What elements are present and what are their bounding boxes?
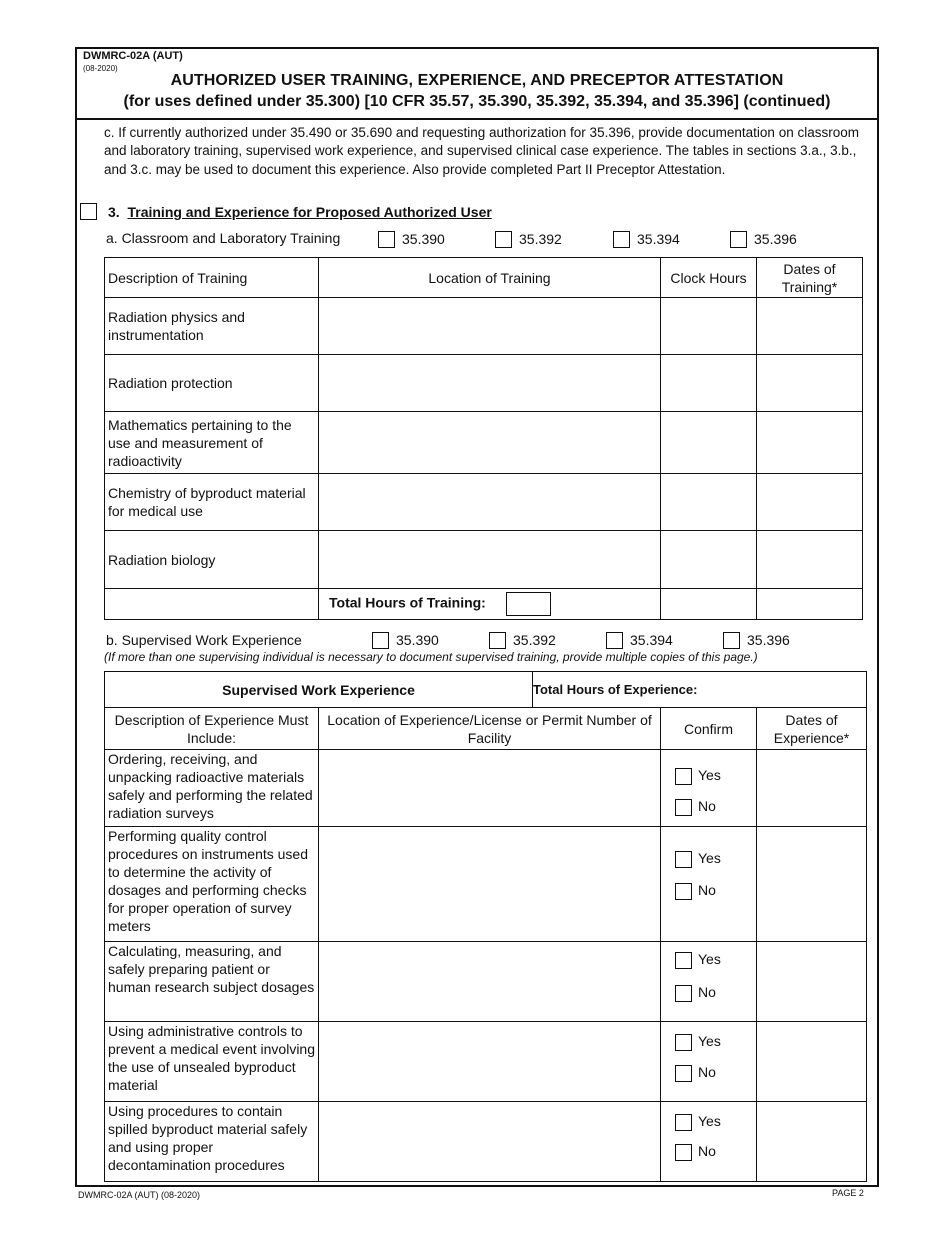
no-option[interactable]	[675, 983, 716, 1002]
dates-cell[interactable]	[757, 412, 863, 474]
yes-checkbox[interactable]	[675, 1114, 692, 1131]
total-experience-label: Total Hours of Experience:	[533, 681, 698, 697]
dates-cell[interactable]	[757, 589, 863, 620]
experience-description: Performing quality control procedures on instruments used to determine the activity of dosages and performing checks for proper operation of survey meters	[105, 827, 319, 942]
yes-option[interactable]	[675, 766, 721, 785]
experience-description: Using administrative controls to prevent a medical event involving the use of unsealed byproduct material	[105, 1022, 319, 1102]
section3-heading	[108, 204, 492, 220]
hours-cell[interactable]	[661, 412, 757, 474]
location-cell[interactable]	[319, 298, 661, 355]
dates-cell[interactable]	[757, 942, 867, 1022]
hours-cell[interactable]	[661, 531, 757, 589]
footer-page-number: PAGE 2	[832, 1188, 864, 1198]
classroom-header-row	[105, 258, 863, 298]
training-description: Chemistry of byproduct material for medical use	[105, 474, 319, 531]
dates-cell[interactable]	[757, 1022, 867, 1102]
classroom-option-label: 35.390	[402, 231, 445, 247]
dates-cell[interactable]	[757, 531, 863, 589]
section3-checkbox[interactable]	[80, 203, 97, 220]
table-row	[105, 827, 867, 942]
hours-cell[interactable]	[661, 474, 757, 531]
supervised-checkbox-35394[interactable]	[606, 632, 623, 649]
no-checkbox[interactable]	[675, 799, 692, 816]
no-option[interactable]	[675, 1142, 716, 1161]
yes-label: Yes	[698, 767, 721, 783]
classroom-label: a. Classroom and Laboratory Training	[106, 230, 341, 246]
table-row	[105, 942, 867, 1022]
supervised-checkbox-35390[interactable]	[372, 632, 389, 649]
location-cell[interactable]	[319, 412, 661, 474]
intro-paragraph: c. If currently authorized under 35.490 or 35.690 and requesting authorization for 35.396, provide documentation on classroom and laboratory training, supervised work experience, and supervised clinical case experience. The tables in sections 3.a., 3.b., and 3.c. may be used to document this experience. Also provide completed Part II Preceptor Attestation.	[104, 125, 859, 177]
no-option[interactable]	[675, 1063, 716, 1082]
header-dates: Dates of Experience*	[757, 708, 867, 750]
no-checkbox[interactable]	[675, 1065, 692, 1082]
yes-label: Yes	[698, 951, 721, 967]
training-description: Radiation physics and instrumentation	[105, 298, 319, 355]
header-location: Location of Experience/License or Permit Number of Facility	[319, 708, 661, 750]
total-hours-input[interactable]	[506, 592, 551, 616]
classroom-option-label: 35.392	[519, 231, 562, 247]
total-hours-label: Total Hours of Training:	[329, 594, 486, 611]
training-description: Radiation protection	[105, 355, 319, 412]
table-row	[105, 1022, 867, 1102]
no-label: No	[698, 798, 716, 814]
yes-option[interactable]	[675, 1032, 721, 1051]
location-cell[interactable]	[319, 474, 661, 531]
total-empty-cell	[105, 589, 319, 620]
location-cell[interactable]	[319, 827, 661, 942]
experience-description: Using procedures to contain spilled byproduct material safely and using proper decontamination procedures	[105, 1102, 319, 1182]
yes-option[interactable]	[675, 849, 721, 868]
header-dates: Dates of Training*	[757, 258, 863, 298]
dates-cell[interactable]	[757, 474, 863, 531]
experience-description: Calculating, measuring, and safely preparing patient or human research subject dosages	[105, 942, 319, 1022]
supervised-option-label: 35.396	[747, 632, 790, 648]
dates-cell[interactable]	[757, 355, 863, 412]
total-experience-cell[interactable]	[533, 672, 867, 708]
section3-number: 3.	[108, 204, 120, 220]
confirm-cell	[661, 942, 757, 1022]
yes-checkbox[interactable]	[675, 1034, 692, 1051]
table-row	[105, 355, 863, 412]
no-label: No	[698, 1143, 716, 1159]
experience-description: Ordering, receiving, and unpacking radioactive materials safely and performing the related radiation surveys	[105, 750, 319, 827]
header-clock-hours: Clock Hours	[661, 258, 757, 298]
supervised-header-row	[105, 708, 867, 750]
classroom-option-label: 35.394	[637, 231, 680, 247]
total-cell	[319, 589, 661, 620]
footer-form-id: DWMRC-02A (AUT) (08-2020)	[78, 1190, 201, 1200]
confirm-cell	[661, 1022, 757, 1102]
yes-option[interactable]	[675, 1112, 721, 1131]
form-subtitle: (for uses defined under 35.300) [10 CFR 35.57, 35.390, 35.392, 35.394, and 35.396] (continued)	[123, 93, 831, 110]
location-cell[interactable]	[319, 531, 661, 589]
confirm-cell	[661, 827, 757, 942]
no-label: No	[698, 1064, 716, 1080]
supervised-table-title: Supervised Work Experience	[105, 672, 533, 708]
hours-cell[interactable]	[661, 589, 757, 620]
header-description: Description of Training	[105, 258, 319, 298]
table-row	[105, 412, 863, 474]
header-divider	[75, 118, 879, 120]
training-description: Radiation biology	[105, 531, 319, 589]
header-description: Description of Experience Must Include:	[105, 708, 319, 750]
total-row	[105, 589, 863, 620]
dates-cell[interactable]	[757, 750, 867, 827]
location-cell[interactable]	[319, 355, 661, 412]
table-row	[105, 1102, 867, 1182]
location-cell[interactable]	[319, 1022, 661, 1102]
no-option[interactable]	[675, 881, 716, 900]
yes-checkbox[interactable]	[675, 851, 692, 868]
classroom-checkbox-35394[interactable]	[613, 231, 630, 248]
yes-checkbox[interactable]	[675, 768, 692, 785]
header-confirm: Confirm	[661, 708, 757, 750]
no-label: No	[698, 984, 716, 1000]
confirm-cell	[661, 750, 757, 827]
form-title: AUTHORIZED USER TRAINING, EXPERIENCE, AND PRECEPTOR ATTESTATION	[170, 72, 784, 89]
no-option[interactable]	[675, 797, 716, 816]
form-date: (08-2020)	[83, 64, 118, 73]
hours-cell[interactable]	[661, 298, 757, 355]
classroom-checkbox-35390[interactable]	[378, 231, 395, 248]
supervised-title-row	[105, 672, 867, 708]
location-cell[interactable]	[319, 750, 661, 827]
supervised-option-label: 35.390	[396, 632, 439, 648]
yes-label: Yes	[698, 1033, 721, 1049]
table-row	[105, 474, 863, 531]
confirm-cell	[661, 1102, 757, 1182]
dates-cell[interactable]	[757, 1102, 867, 1182]
supervised-checkbox-35392[interactable]	[489, 632, 506, 649]
supervised-label: b. Supervised Work Experience	[106, 632, 302, 648]
no-checkbox[interactable]	[675, 1144, 692, 1161]
supervised-table	[104, 671, 867, 1182]
dates-cell[interactable]	[757, 298, 863, 355]
table-row	[105, 750, 867, 827]
no-checkbox[interactable]	[675, 985, 692, 1002]
yes-option[interactable]	[675, 950, 721, 969]
dates-cell[interactable]	[757, 827, 867, 942]
training-description: Mathematics pertaining to the use and measurement of radioactivity	[105, 412, 319, 474]
supervised-checkbox-35396[interactable]	[723, 632, 740, 649]
classroom-checkbox-35396[interactable]	[730, 231, 747, 248]
no-checkbox[interactable]	[675, 883, 692, 900]
location-cell[interactable]	[319, 1102, 661, 1182]
table-row	[105, 298, 863, 355]
no-label: No	[698, 882, 716, 898]
hours-cell[interactable]	[661, 355, 757, 412]
section3-title: Training and Experience for Proposed Authorized User	[127, 204, 492, 220]
classroom-option-label: 35.396	[754, 231, 797, 247]
header-location: Location of Training	[319, 258, 661, 298]
supervised-option-label: 35.392	[513, 632, 556, 648]
supervised-note: (If more than one supervising individual is necessary to document supervised training, provide multiple copies of this page.)	[104, 650, 758, 664]
yes-label: Yes	[698, 850, 721, 866]
classroom-table	[104, 257, 863, 620]
form-id: DWMRC-02A (AUT)	[83, 50, 183, 62]
yes-checkbox[interactable]	[675, 952, 692, 969]
supervised-option-label: 35.394	[630, 632, 673, 648]
location-cell[interactable]	[319, 942, 661, 1022]
table-row	[105, 531, 863, 589]
yes-label: Yes	[698, 1113, 721, 1129]
classroom-checkbox-35392[interactable]	[495, 231, 512, 248]
